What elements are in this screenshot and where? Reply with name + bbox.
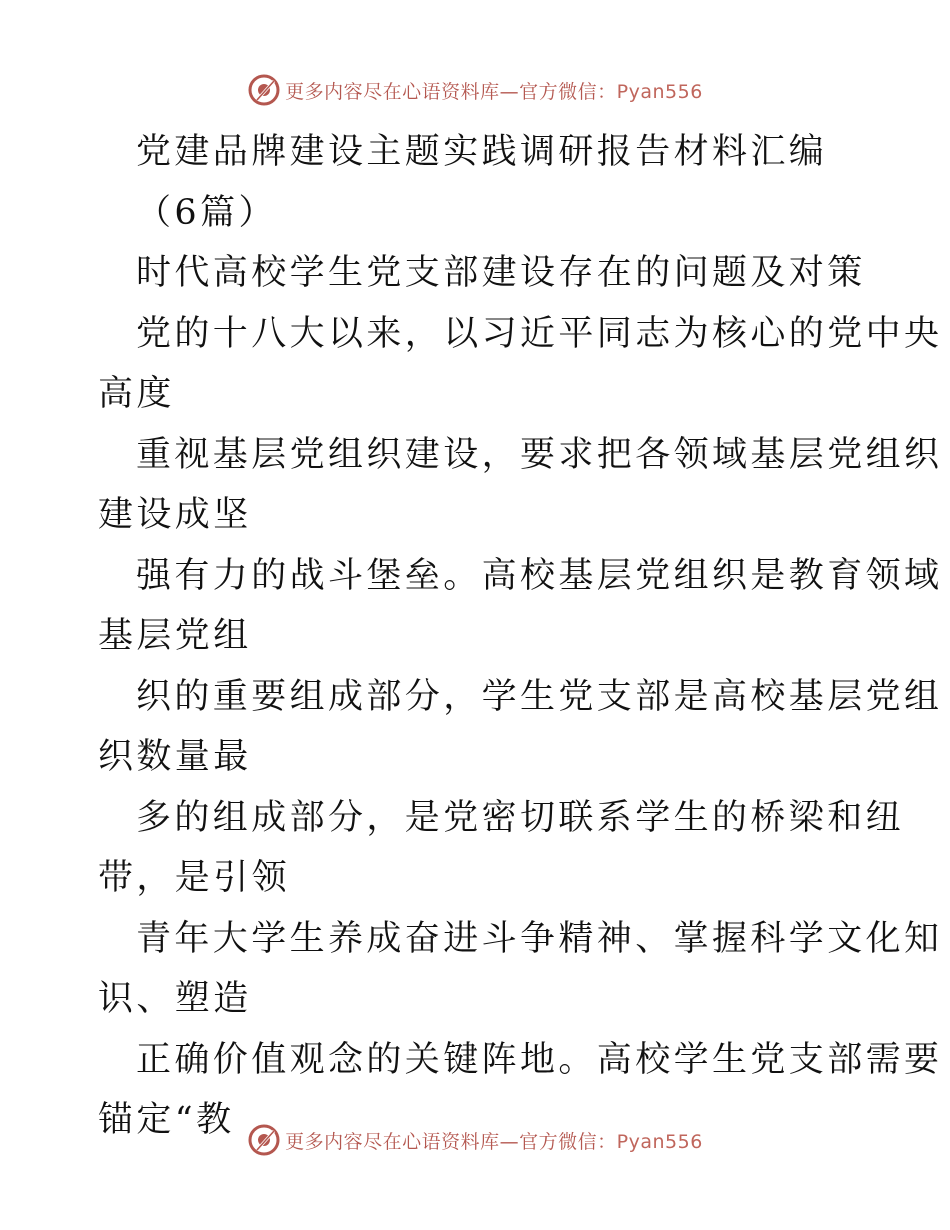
text-line: 重视基层党组织建设，要求把各领域基层党组织 bbox=[136, 434, 943, 475]
text-line: 时代高校学生党支部建设存在的问题及对策 bbox=[136, 253, 866, 293]
header-watermark bbox=[0, 70, 950, 110]
logo-icon bbox=[247, 73, 281, 107]
text-line: 带，是引领 bbox=[98, 858, 291, 898]
watermark-text: 更多内容尽在心语资料库—官方微信：Pyan556 bbox=[285, 1130, 703, 1153]
text-line: （6篇） bbox=[136, 192, 277, 233]
text-line: 多的组成部分，是党密切联系学生的桥梁和纽 bbox=[136, 797, 905, 838]
document-body bbox=[98, 122, 943, 1151]
text-line: 党建品牌建设主题实践调研报告材料汇编 bbox=[136, 132, 828, 172]
text-line: 正确价值观念的关键阵地。高校学生党支部需要 bbox=[136, 1039, 943, 1080]
text-line: 织数量最 bbox=[98, 737, 252, 777]
text-line: 青年大学生养成奋进斗争精神、掌握科学文化知 bbox=[136, 918, 943, 959]
text-line: 识、塑造 bbox=[98, 979, 252, 1019]
text-line: 织的重要组成部分，学生党支部是高校基层党组 bbox=[136, 676, 943, 717]
text-line: 高度 bbox=[98, 374, 175, 414]
text-line: 锚定“教 bbox=[98, 1100, 235, 1140]
text-line: 建设成坚 bbox=[98, 495, 252, 535]
text-line: 基层党组 bbox=[98, 616, 252, 656]
logo-icon bbox=[247, 1123, 281, 1157]
text-line: 党的十八大以来，以习近平同志为核心的党中央 bbox=[136, 313, 943, 354]
footer-watermark bbox=[0, 1120, 950, 1160]
text-line: 强有力的战斗堡垒。高校基层党组织是教育领域 bbox=[136, 555, 943, 596]
watermark-text: 更多内容尽在心语资料库—官方微信：Pyan556 bbox=[285, 80, 703, 103]
